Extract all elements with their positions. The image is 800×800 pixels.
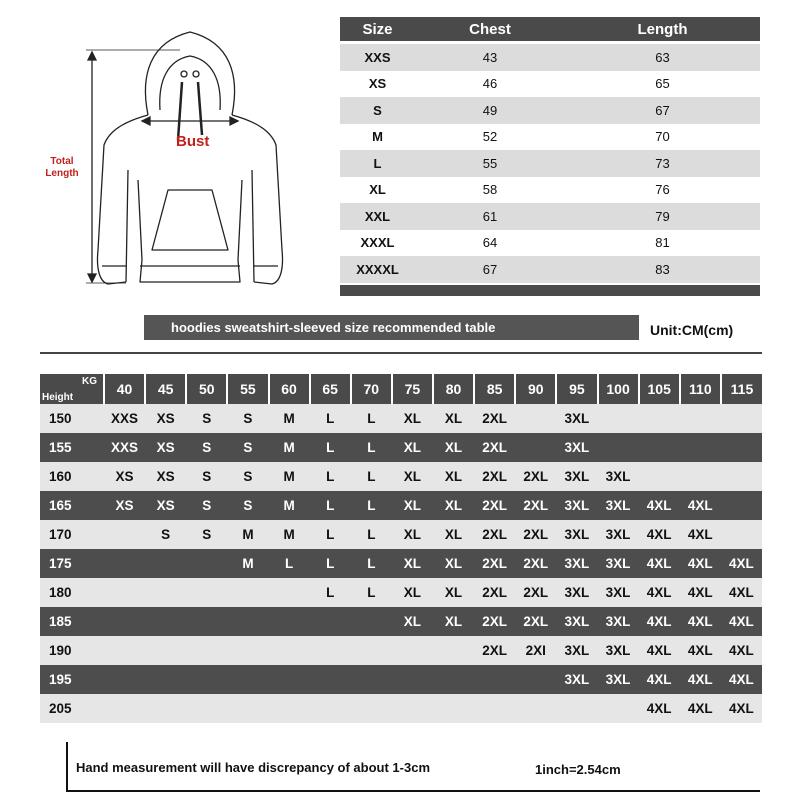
size-recommendation-cell [227, 578, 268, 607]
chest-cell: 52 [482, 129, 498, 145]
measurement-note: Hand measurement will have discrepancy of about 1-3cm [76, 760, 431, 775]
length-cell: 83 [655, 261, 670, 277]
size-recommendation-cell: 4XL [639, 578, 680, 607]
size-recommendation-cell [639, 404, 680, 433]
footer-line [66, 790, 760, 792]
size-recommendation-cell: L [310, 578, 351, 607]
size-recommendation-cell: 4XL [680, 694, 721, 723]
size-recommendation-cell [145, 549, 186, 578]
size-recommendation-cell: 2XL [515, 520, 556, 549]
size-recommendation-cell [680, 433, 721, 462]
size-recommendation-cell [104, 665, 145, 694]
size-recommendation-cell [639, 433, 680, 462]
size-recommendation-cell [310, 665, 351, 694]
height-cell: 205 [40, 694, 104, 723]
size-recommendation-cell: XL [392, 491, 433, 520]
size-recommendation-cell [598, 404, 639, 433]
size-recommendation-cell: 3XL [556, 433, 597, 462]
size-recommendation-cell: 3XL [556, 636, 597, 665]
size-recommendation-cell [639, 462, 680, 491]
size-recommendation-cell: 4XL [680, 549, 721, 578]
size-recommendation-cell: XL [433, 404, 474, 433]
height-row [40, 433, 762, 462]
size-recommendation-cell: 3XL [598, 520, 639, 549]
size-recommendation-cell [680, 404, 721, 433]
size-recommendation-cell: XXS [104, 433, 145, 462]
size-recommendation-cell: 4XL [721, 665, 762, 694]
size-recommendation-cell: 4XL [721, 607, 762, 636]
size-recommendation-cell: XL [392, 578, 433, 607]
height-cell: 190 [40, 636, 104, 665]
weight-header: 85 [474, 374, 515, 404]
size-cell: S [373, 102, 382, 118]
weight-header: 80 [433, 374, 474, 404]
size-cell: XXXL [360, 235, 395, 251]
size-recommendation-cell: XL [392, 549, 433, 578]
size-recommendation-table [40, 374, 762, 723]
height-cell: 160 [40, 462, 104, 491]
recommend-banner: hoodies sweatshirt-sleeved size recommended table [144, 315, 639, 340]
size-recommendation-cell: L [310, 491, 351, 520]
weight-header: 45 [145, 374, 186, 404]
length-cell: 67 [655, 102, 670, 118]
size-recommendation-cell: 4XL [639, 636, 680, 665]
size-recommendation-cell [392, 694, 433, 723]
size-recommendation-cell: XXS [104, 404, 145, 433]
size-recommendation-cell [721, 462, 762, 491]
size-recommendation-cell: 3XL [556, 462, 597, 491]
size-recommendation-cell: 3XL [556, 404, 597, 433]
size-recommendation-cell [310, 636, 351, 665]
size-recommendation-cell: 2XL [474, 607, 515, 636]
size-recommendation-cell [186, 636, 227, 665]
size-recommendation-cell [515, 665, 556, 694]
size-recommendation-cell: 3XL [556, 607, 597, 636]
size-recommendation-cell: XL [433, 462, 474, 491]
height-row [40, 607, 762, 636]
chest-cell: 46 [482, 76, 498, 92]
size-recommendation-cell: L [351, 520, 392, 549]
size-recommendation-cell [433, 694, 474, 723]
size-recommendation-cell: S [186, 491, 227, 520]
size-recommendation-cell: 4XL [680, 636, 721, 665]
size-recommendation-cell: 2XL [474, 520, 515, 549]
size-recommendation-cell: 4XL [680, 491, 721, 520]
size-recommendation-cell [721, 491, 762, 520]
height-row [40, 404, 762, 433]
size-recommendation-cell: XL [392, 462, 433, 491]
size-row [340, 71, 760, 98]
size-recommendation-cell [227, 665, 268, 694]
size-chart-footer-bar [340, 285, 760, 296]
size-recommendation-cell [104, 636, 145, 665]
height-cell: 180 [40, 578, 104, 607]
size-recommendation-cell: XL [392, 520, 433, 549]
size-recommendation-cell: 3XL [556, 665, 597, 694]
size-cell: XXL [364, 208, 391, 224]
size-recommendation-cell: L [310, 433, 351, 462]
size-recommendation-cell: L [351, 462, 392, 491]
size-recommendation-cell: 2XL [515, 462, 556, 491]
size-recommendation-cell [104, 607, 145, 636]
total-length-label: Total Length [45, 156, 79, 179]
size-recommendation-cell: 2XL [474, 636, 515, 665]
size-recommendation-cell [186, 549, 227, 578]
size-recommendation-cell: XL [392, 404, 433, 433]
size-recommendation-cell [433, 636, 474, 665]
size-recommendation-cell: 4XL [639, 491, 680, 520]
height-row [40, 636, 762, 665]
size-recommendation-cell: 3XL [556, 578, 597, 607]
corner-cell [40, 374, 104, 404]
size-recommendation-cell [680, 462, 721, 491]
size-recommendation-cell: 2XL [474, 462, 515, 491]
size-recommendation-cell [556, 694, 597, 723]
size-recommendation-cell: 2XL [515, 607, 556, 636]
size-recommendation-cell [310, 607, 351, 636]
size-recommendation-cell [227, 607, 268, 636]
size-recommendation-cell: XL [392, 607, 433, 636]
size-recommendation-cell [269, 607, 310, 636]
size-row [340, 230, 760, 257]
size-recommendation-cell: L [351, 433, 392, 462]
size-recommendation-cell: 4XL [680, 520, 721, 549]
size-recommendation-cell [269, 665, 310, 694]
size-recommendation-cell: 4XL [680, 578, 721, 607]
size-row [340, 150, 760, 177]
size-recommendation-cell [721, 404, 762, 433]
size-recommendation-cell: S [186, 462, 227, 491]
size-recommendation-cell: M [269, 491, 310, 520]
height-row [40, 520, 762, 549]
size-recommendation-cell: 2XL [515, 491, 556, 520]
size-recommendation-cell: XL [433, 433, 474, 462]
size-recommendation-cell: L [351, 549, 392, 578]
height-label: Height [42, 392, 74, 403]
size-recommendation-cell: 4XL [639, 607, 680, 636]
size-recommendation-cell [145, 694, 186, 723]
size-recommendation-cell: M [269, 433, 310, 462]
size-recommendation-cell: XL [433, 607, 474, 636]
size-recommendation-cell [145, 636, 186, 665]
length-cell: 65 [655, 76, 670, 92]
size-recommendation-cell [145, 665, 186, 694]
size-recommendation-cell: 3XL [598, 462, 639, 491]
size-recommendation-cell [310, 694, 351, 723]
size-recommendation-cell: 4XL [639, 549, 680, 578]
size-row [340, 256, 760, 283]
size-recommendation-cell: S [186, 520, 227, 549]
size-recommendation-cell: XL [433, 520, 474, 549]
size-recommendation-cell: L [351, 404, 392, 433]
size-recommendation-cell: 3XL [598, 665, 639, 694]
weight-header-row [40, 374, 762, 404]
height-row [40, 491, 762, 520]
size-row [340, 97, 760, 124]
height-row [40, 694, 762, 723]
size-recommendation-cell [392, 636, 433, 665]
size-recommendation-cell [186, 578, 227, 607]
size-cell: XS [368, 76, 387, 92]
weight-header: 105 [639, 374, 680, 404]
size-recommendation-cell: XS [145, 433, 186, 462]
size-recommendation-cell: 2XL [515, 549, 556, 578]
size-recommendation-cell: S [227, 491, 268, 520]
size-recommendation-cell [186, 694, 227, 723]
length-cell: 73 [655, 155, 670, 171]
size-chart-header [340, 17, 760, 41]
weight-header: 60 [269, 374, 310, 404]
size-recommendation-cell [186, 665, 227, 694]
size-cell: XL [369, 182, 386, 198]
size-recommendation-cell: L [310, 520, 351, 549]
chest-cell: 58 [482, 182, 498, 198]
size-cell: L [373, 155, 382, 171]
weight-header: 55 [227, 374, 268, 404]
size-recommendation-cell: XL [392, 433, 433, 462]
height-cell: 165 [40, 491, 104, 520]
size-recommendation-cell [145, 607, 186, 636]
size-recommendation-cell: L [351, 578, 392, 607]
size-recommendation-cell: M [269, 520, 310, 549]
height-cell: 150 [40, 404, 104, 433]
size-recommendation-cell [269, 694, 310, 723]
size-recommendation-cell [227, 636, 268, 665]
size-chart [340, 17, 760, 296]
size-recommendation-cell: L [310, 404, 351, 433]
size-recommendation-cell: S [145, 520, 186, 549]
inch-conversion-note: 1inch=2.54cm [535, 762, 621, 777]
size-recommendation-cell: 4XL [639, 665, 680, 694]
footer-bracket [66, 742, 68, 792]
size-recommendation-cell [351, 636, 392, 665]
size-recommendation-cell [104, 549, 145, 578]
section-divider [40, 352, 762, 354]
size-cell: XXS [364, 49, 391, 65]
weight-header: 110 [680, 374, 721, 404]
weight-header: 115 [721, 374, 762, 404]
chest-cell: 61 [482, 208, 498, 224]
size-cell: M [372, 129, 383, 145]
size-recommendation-cell: 4XL [721, 636, 762, 665]
weight-header: 75 [392, 374, 433, 404]
size-recommendation-cell: XL [433, 578, 474, 607]
size-recommendation-cell: L [269, 549, 310, 578]
size-recommendation-cell: 4XL [721, 549, 762, 578]
size-recommendation-cell: 2XL [474, 491, 515, 520]
weight-header: 40 [104, 374, 145, 404]
height-row [40, 665, 762, 694]
height-cell: 155 [40, 433, 104, 462]
size-recommendation-cell: 2XI [515, 636, 556, 665]
weight-header: 100 [598, 374, 639, 404]
weight-header: 65 [310, 374, 351, 404]
size-recommendation-cell: S [227, 433, 268, 462]
kg-label: KG [82, 376, 97, 387]
weight-header: 90 [515, 374, 556, 404]
size-recommendation-cell: M [269, 404, 310, 433]
size-recommendation-cell [598, 694, 639, 723]
size-recommendation-cell [721, 433, 762, 462]
chest-cell: 64 [482, 235, 498, 251]
chest-cell: 67 [482, 261, 498, 277]
size-recommendation-cell [104, 694, 145, 723]
size-recommendation-cell: S [227, 404, 268, 433]
size-recommendation-cell: M [227, 549, 268, 578]
size-recommendation-cell [515, 433, 556, 462]
size-recommendation-cell: M [269, 462, 310, 491]
chest-cell: 43 [482, 49, 498, 65]
size-recommendation-cell: 2XL [474, 433, 515, 462]
size-recommendation-cell [269, 578, 310, 607]
size-recommendation-cell: 2XL [515, 578, 556, 607]
unit-label: Unit:CM(cm) [650, 322, 734, 338]
weight-header: 70 [351, 374, 392, 404]
bust-label: Bust [176, 133, 210, 150]
size-recommendation-cell [392, 665, 433, 694]
height-cell: 170 [40, 520, 104, 549]
length-cell: 81 [655, 235, 670, 251]
size-recommendation-cell: 4XL [639, 694, 680, 723]
size-recommendation-cell [474, 694, 515, 723]
size-recommendation-cell: 3XL [598, 578, 639, 607]
weight-header: 50 [186, 374, 227, 404]
size-recommendation-cell [104, 578, 145, 607]
size-recommendation-cell [104, 520, 145, 549]
size-recommendation-cell: 2XL [474, 549, 515, 578]
size-recommendation-cell: 2XL [474, 578, 515, 607]
size-recommendation-cell: L [351, 491, 392, 520]
size-recommendation-cell: L [310, 549, 351, 578]
size-recommendation-cell: 3XL [598, 636, 639, 665]
size-recommendation-cell: XS [145, 491, 186, 520]
size-recommendation-cell: L [310, 462, 351, 491]
chest-cell: 49 [482, 102, 498, 118]
size-recommendation-cell [515, 694, 556, 723]
size-recommendation-cell: 3XL [556, 520, 597, 549]
size-recommendation-cell: XL [433, 549, 474, 578]
size-recommendation-cell: S [186, 404, 227, 433]
size-recommendation-cell: S [227, 462, 268, 491]
size-recommendation-cell: XS [104, 462, 145, 491]
chest-header: Chest [469, 20, 511, 38]
size-recommendation-cell: 3XL [598, 491, 639, 520]
size-row [340, 44, 760, 71]
size-recommendation-cell [351, 607, 392, 636]
height-cell: 195 [40, 665, 104, 694]
length-cell: 70 [655, 129, 670, 145]
recommendation-body [40, 404, 762, 723]
size-recommendation-cell [433, 665, 474, 694]
weight-header: 95 [556, 374, 597, 404]
size-recommendation-cell [474, 665, 515, 694]
size-recommendation-cell: XS [145, 404, 186, 433]
size-cell: XXXXL [356, 261, 399, 277]
height-row [40, 549, 762, 578]
size-recommendation-cell [721, 520, 762, 549]
height-row [40, 462, 762, 491]
size-row [340, 177, 760, 204]
size-recommendation-cell: S [186, 433, 227, 462]
size-recommendation-cell: 3XL [556, 491, 597, 520]
length-cell: 76 [655, 182, 670, 198]
size-recommendation-cell: XS [104, 491, 145, 520]
size-row [340, 203, 760, 230]
size-recommendation-cell [515, 404, 556, 433]
size-recommendation-cell: 3XL [556, 549, 597, 578]
size-recommendation-cell [351, 694, 392, 723]
size-recommendation-cell: 3XL [598, 549, 639, 578]
size-recommendation-cell: XL [433, 491, 474, 520]
size-recommendation-cell: 4XL [639, 520, 680, 549]
size-recommendation-cell [269, 636, 310, 665]
size-recommendation-cell [186, 607, 227, 636]
height-cell: 175 [40, 549, 104, 578]
size-row [340, 124, 760, 151]
height-cell: 185 [40, 607, 104, 636]
length-header: Length [637, 20, 688, 38]
size-recommendation-cell: 4XL [680, 665, 721, 694]
size-header: Size [362, 20, 393, 38]
size-recommendation-cell [227, 694, 268, 723]
chest-cell: 55 [482, 155, 498, 171]
size-recommendation-cell [351, 665, 392, 694]
size-recommendation-cell: 4XL [721, 578, 762, 607]
size-recommendation-cell: 2XL [474, 404, 515, 433]
size-recommendation-cell: XS [145, 462, 186, 491]
size-recommendation-cell: 4XL [721, 694, 762, 723]
length-cell: 63 [655, 49, 670, 65]
size-recommendation-cell [598, 433, 639, 462]
size-recommendation-cell: 3XL [598, 607, 639, 636]
length-cell: 79 [655, 208, 670, 224]
size-recommendation-cell [145, 578, 186, 607]
size-recommendation-cell: M [227, 520, 268, 549]
height-row [40, 578, 762, 607]
size-recommendation-cell: 4XL [680, 607, 721, 636]
